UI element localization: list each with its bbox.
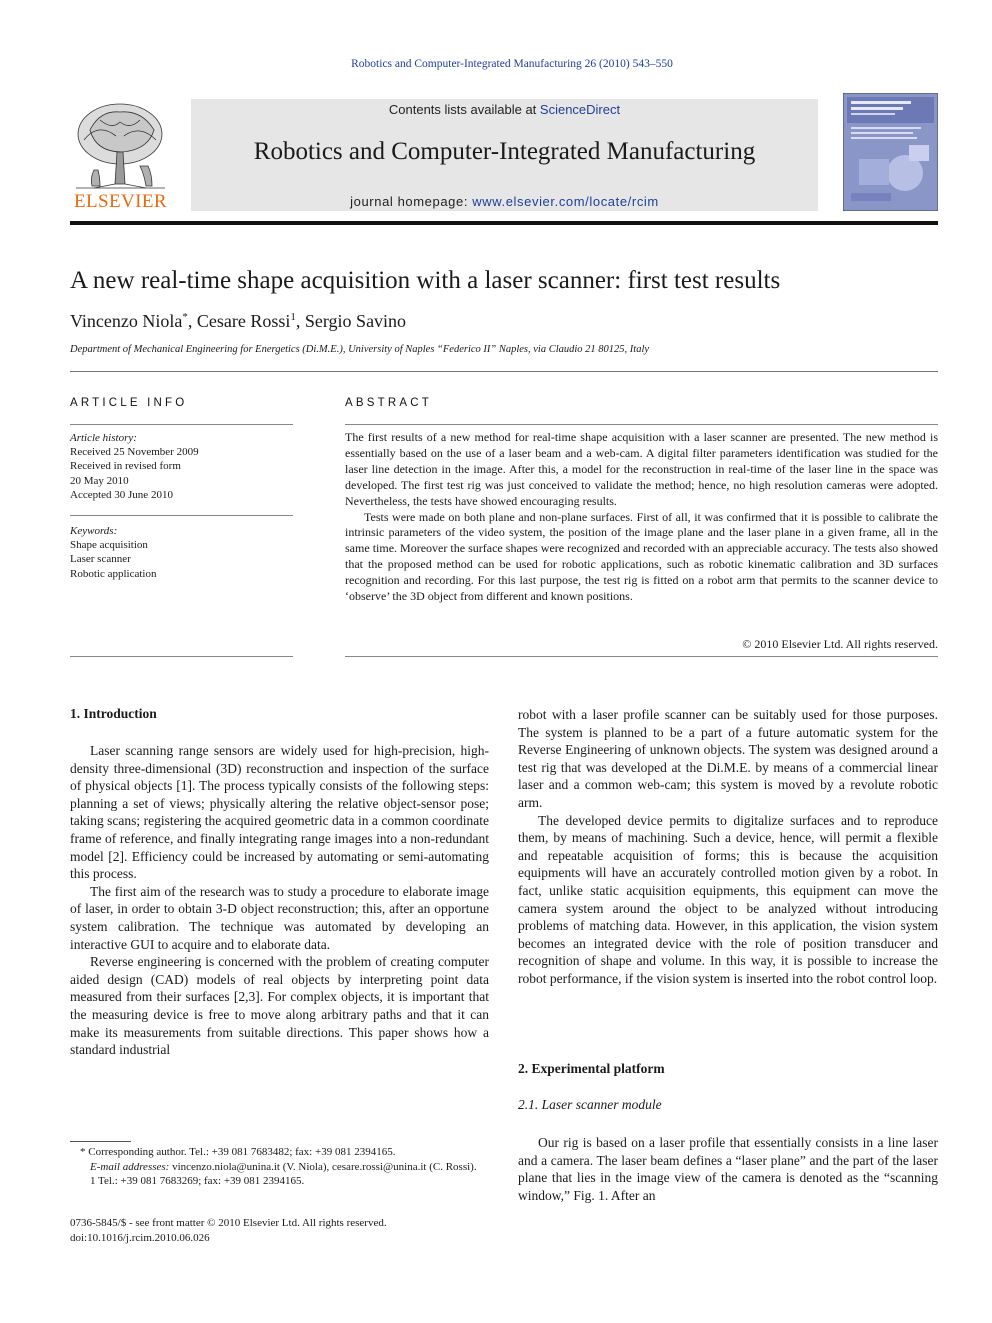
- body-paragraph: robot with a laser profile scanner can be suitably used for those purposes. The system is planned to be a part of a future automatic system for the Reverse Engineering of unknown objects. The system was designed around a test rig that was developed at the Di.M.E. by means of a commercial linear laser and a common web-cam; this system is moved by a revolute robotic arm.: [518, 707, 938, 810]
- journal-reference-link[interactable]: Robotics and Computer-Integrated Manufacturing 26 (2010) 543–550: [351, 58, 673, 70]
- history-line: Received in revised form: [70, 460, 181, 473]
- keyword: Shape acquisition: [70, 539, 148, 552]
- homepage-prefix: journal homepage:: [350, 194, 473, 209]
- divider: [345, 424, 938, 425]
- body-column-left: [70, 742, 489, 1059]
- elsevier-wordmark: ELSEVIER: [74, 191, 167, 212]
- author-mark[interactable]: *: [182, 311, 188, 323]
- divider: [345, 656, 938, 657]
- abstract-heading: ABSTRACT: [345, 397, 432, 409]
- contents-available-line: [191, 102, 818, 117]
- body-paragraph: Reverse engineering is concerned with the problem of creating computer aided design (CAD) models of real objects by interpreting point data measured from their surfaces [2,3]. For complex objects, it is important that the measuring device is free to move along arbitrary paths and that it can make its measurements from suitable directions. This paper shows how a standard industrial: [70, 954, 489, 1058]
- header-rule: [70, 221, 938, 225]
- body-column-right-continued: [518, 1134, 938, 1204]
- divider: [70, 656, 293, 657]
- title-rule: [70, 371, 938, 372]
- history-label: Article history:: [70, 432, 137, 444]
- divider: [70, 515, 293, 516]
- journal-title: Robotics and Computer-Integrated Manufacturing: [253, 138, 756, 165]
- author-list: Vincenzo Niola*, Cesare Rossi$^1$, Sergio Savino: [70, 311, 407, 331]
- journal-homepage-line: [191, 194, 818, 209]
- keyword: Robotic application: [70, 567, 157, 580]
- body-paragraph: The first aim of the research was to study a procedure to elaborate image of laser, in order to obtain 3-D object reconstruction; this, after an opportune system calibration. The technique was automated by developing an interactive GUI to acquire and to elaborate data.: [70, 883, 489, 952]
- article-front-matter-info: [70, 1216, 489, 1245]
- history-line: Accepted 30 June 2010: [70, 488, 173, 501]
- abstract-paragraph: Tests were made on both plane and non-plane surfaces. First of all, it was confirmed that it is possible to calibrate the intrinsic parameters of the video system, the position of the image plane and the laser plane in a given frame, all in the same time. Moreover the surface shapes were recognized and recorded with an appreciable accuracy. The tests also showed that the proposed method can be used for robotic applications, such as robotic kinematic calibration and 3D surfaces recognition and recording. For this last purpose, the test rig is fitted on a robot arm that permits to the scanner device to ‘observe’ the 3D object from different and known positions.: [345, 509, 938, 604]
- email-addresses[interactable]: vincenzo.niola@unina.it (V. Niola), cesare.rossi@unina.it (C. Rossi).: [169, 1160, 477, 1173]
- author-name[interactable]: Vincenzo Niola: [70, 311, 183, 331]
- author-name[interactable]: Cesare Rossi: [196, 311, 291, 331]
- body-paragraph: Our rig is based on a laser profile that essentially consists in a line laser and a camera. The laser beam defines a “laser plane” and the part of the laser plane that lies in the image view of the camera is denoted as the “scanning window,” Fig. 1. After an: [518, 1135, 938, 1203]
- affiliation: Department of Mechanical Engineering for Energetics (Di.M.E.), University of Naples “Federico II” Naples, via Claudio 21 80125, Italy: [70, 344, 650, 355]
- body-paragraph: The developed device permits to digitalize surfaces and to reproduce them, by means of machining. Such a device, hence, will permit a flexible and repeatable acquisition of forms; this is because the acquisition equipments will have an accurately controlled motion given by a robot. In fact, unlike static acquisition equipments, this equipment can move the camera system around the object to be analyzed without introducing problems of matching data. However, in this application, the vision system becomes an integrated device with the role of position transducer and recognition of shape and volume. In this way, it is possible to increase the robot performance, if the vision system is inserted into the robot control loop.: [518, 812, 938, 986]
- footnote-1: 1 Tel.: +39 081 7683269; fax: +39 081 2394165.: [90, 1175, 305, 1188]
- email-label: E-mail addresses:: [90, 1160, 170, 1173]
- keywords-label: Keywords:: [70, 525, 118, 537]
- body-column-right: [518, 706, 938, 988]
- body-paragraph: Laser scanning range sensors are widely used for high-precision, high-density three-dimensional (3D) reconstruction and inspection of the surface of physical objects [1]. The process typically consists of the following steps: planning a set of views; physically altering the relative object-sensor pose; taking scans; registering the acquired geometric data in a common coordinate frame of reference, and finally integrating range images into a non-redundant model [2]. Efficiency could be increased by automating or semi-automating this process.: [70, 743, 489, 882]
- divider: [70, 424, 293, 425]
- section-heading-introduction: 1. Introduction: [70, 706, 157, 721]
- contents-prefix: Contents lists available at: [388, 102, 540, 117]
- footnote-corresponding: * Corresponding author. Tel.: +39 081 7683482; fax: +39 081 2394165.: [80, 1146, 396, 1158]
- article-history: [70, 431, 293, 502]
- homepage-link[interactable]: www.elsevier.com/locate/rcim: [472, 194, 659, 209]
- abstract-body: [345, 430, 938, 605]
- history-line: Received 25 November 2009: [70, 446, 199, 459]
- keyword: Laser scanner: [70, 553, 131, 566]
- article-info-heading: ARTICLE INFO: [70, 397, 188, 409]
- abstract-paragraph: The first results of a new method for real-time shape acquisition with a laser scanner are presented. The new method is essentially based on the use of a laser beam and a web-cam. A digital filter parameters identification was studied for the laser line detection in the image. After this, a model for the reconstruction in real-time of the laser line in the space was developed. The first test rig was just conceived to validate the method; hence, no high resolution cameras were adopted. Nevertheless, the tests have showed encouraging results.: [345, 430, 938, 508]
- footnote-emails: [70, 1160, 489, 1175]
- footnotes: [70, 1145, 489, 1189]
- subsection-heading-laser-scanner: 2.1. Laser scanner module: [518, 1097, 662, 1112]
- copyright-notice: © 2010 Elsevier Ltd. All rights reserved.: [742, 637, 938, 651]
- footnote-rule: [70, 1141, 131, 1142]
- section-heading-experimental-platform: 2. Experimental platform: [518, 1061, 665, 1076]
- author-name[interactable]: Sergio Savino: [304, 311, 407, 331]
- journal-cover-image[interactable]: [843, 93, 938, 211]
- issn-line: 0736-5845/$ - see front matter © 2010 Elsevier Ltd. All rights reserved.: [70, 1217, 387, 1229]
- doi-link[interactable]: doi:10.1016/j.rcim.2010.06.026: [70, 1231, 210, 1244]
- sciencedirect-link[interactable]: ScienceDirect: [539, 102, 621, 117]
- keywords: [70, 524, 293, 581]
- history-line: 20 May 2010: [70, 474, 129, 487]
- article-title: A new real-time shape acquisition with a laser scanner: first test results: [70, 267, 781, 294]
- author-mark[interactable]: 1: [290, 311, 296, 323]
